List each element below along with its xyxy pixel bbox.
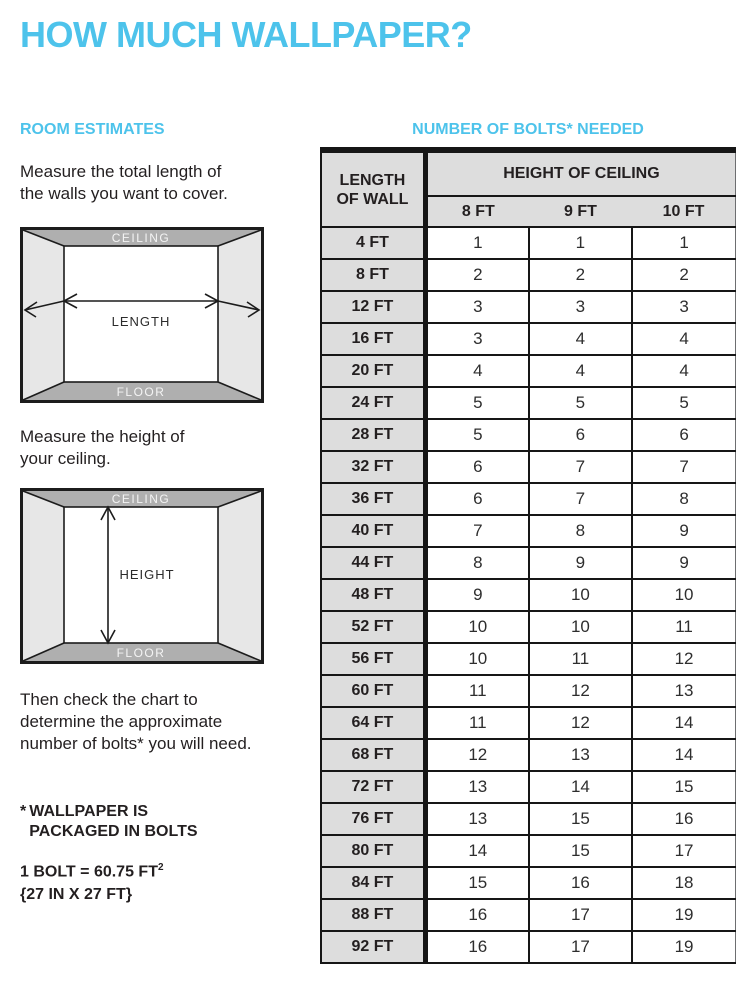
bolt-count-cell: 3 [425, 323, 528, 355]
bolt-count-cell: 8 [529, 515, 632, 547]
measure-length-instruction [20, 161, 228, 205]
bolt-count-cell: 10 [632, 579, 735, 611]
bolt-count-cell: 10 [529, 579, 632, 611]
table-row [321, 515, 736, 547]
ceiling-label: CEILING [111, 231, 171, 245]
table-row [321, 739, 736, 771]
bolt-count-cell: 19 [632, 931, 735, 963]
bolt-count-cell: 16 [529, 867, 632, 899]
footnote-line: WALLPAPER IS [29, 803, 149, 820]
bolt-count-cell: 17 [632, 835, 735, 867]
bolt-count-cell: 6 [529, 419, 632, 451]
bolts-needed-heading: NUMBER OF BOLTS* NEEDED [412, 121, 644, 138]
table-row [321, 675, 736, 707]
bolts-table [320, 147, 736, 964]
bolt-count-cell: 8 [425, 547, 528, 579]
bolt-count-cell: 6 [425, 451, 528, 483]
bolt-count-cell: 2 [529, 259, 632, 291]
bolt-count-cell: 7 [529, 451, 632, 483]
wall-length-label: 56 FT [321, 643, 425, 675]
wallpaper-bolts-footnote [20, 802, 198, 842]
bolt-count-cell: 16 [632, 803, 735, 835]
bolt-count-cell: 6 [632, 419, 735, 451]
bolt-count-cell: 4 [529, 355, 632, 387]
bolt-count-cell: 11 [529, 643, 632, 675]
room-estimates-heading: ROOM ESTIMATES [20, 121, 165, 138]
bolt-count-cell: 4 [632, 355, 735, 387]
bolt-count-cell: 10 [425, 611, 528, 643]
wall-length-label: 76 FT [321, 803, 425, 835]
bolt-count-cell: 4 [529, 323, 632, 355]
length-of-wall-header [321, 150, 425, 227]
bolt-count-cell: 2 [632, 259, 735, 291]
bolt-count-cell: 19 [632, 899, 735, 931]
footnote-lines [29, 802, 197, 842]
table-row [321, 547, 736, 579]
wall-length-label: 68 FT [321, 739, 425, 771]
bolt-count-cell: 14 [425, 835, 528, 867]
table-row [321, 611, 736, 643]
room-length-diagram [20, 227, 264, 403]
wall-length-label: 36 FT [321, 483, 425, 515]
table-row [321, 227, 736, 259]
bolt-count-cell: 15 [425, 867, 528, 899]
table-row [321, 707, 736, 739]
instruction-line: Then check the chart to [20, 690, 198, 709]
wall-length-label: 32 FT [321, 451, 425, 483]
wall-length-label: 60 FT [321, 675, 425, 707]
bolts-table-body [321, 227, 736, 963]
bolt-count-cell: 15 [632, 771, 735, 803]
table-row [321, 387, 736, 419]
bolt-count-cell: 4 [425, 355, 528, 387]
wall-length-label: 92 FT [321, 931, 425, 963]
bolt-count-cell: 13 [529, 739, 632, 771]
col-header-8ft: 8 FT [425, 196, 528, 227]
header-line: OF WALL [336, 190, 409, 208]
bolt-count-cell: 10 [529, 611, 632, 643]
wall-length-label: 24 FT [321, 387, 425, 419]
table-row [321, 643, 736, 675]
bolts-table-container [320, 147, 736, 964]
table-row [321, 355, 736, 387]
table-row [321, 899, 736, 931]
wall-length-label: 88 FT [321, 899, 425, 931]
bolt-count-cell: 9 [632, 547, 735, 579]
bolt-count-cell: 15 [529, 803, 632, 835]
page-title: HOW MUCH WALLPAPER? [20, 14, 472, 55]
bolt-count-cell: 11 [632, 611, 735, 643]
wall-length-label: 8 FT [321, 259, 425, 291]
wall-length-label: 64 FT [321, 707, 425, 739]
table-row [321, 323, 736, 355]
wall-length-label: 44 FT [321, 547, 425, 579]
instruction-line: number of bolts* you will need. [20, 734, 252, 753]
table-row [321, 803, 736, 835]
col-header-10ft: 10 FT [632, 196, 735, 227]
table-row [321, 931, 736, 963]
bolt-count-cell: 3 [632, 291, 735, 323]
instruction-line: Measure the height of [20, 427, 185, 446]
check-chart-instruction [20, 689, 252, 755]
bolt-count-cell: 17 [529, 931, 632, 963]
table-row [321, 259, 736, 291]
wall-length-label: 4 FT [321, 227, 425, 259]
bolt-dimensions: {27 IN X 27 FT} [20, 886, 133, 904]
bolt-count-cell: 11 [425, 707, 528, 739]
bolt-count-cell: 12 [425, 739, 528, 771]
bolt-count-cell: 6 [425, 483, 528, 515]
bolt-count-cell: 9 [529, 547, 632, 579]
wall-length-label: 84 FT [321, 867, 425, 899]
bolt-equation: 1 BOLT = 60.75 $FT^2$ [20, 862, 164, 881]
bolt-count-cell: 7 [425, 515, 528, 547]
bolt-count-cell: 7 [632, 451, 735, 483]
measure-height-instruction [20, 426, 184, 470]
room-height-diagram [20, 488, 264, 664]
wall-length-label: 16 FT [321, 323, 425, 355]
bolt-count-cell: 1 [632, 227, 735, 259]
bolt-count-cell: 12 [529, 707, 632, 739]
bolt-definition [20, 856, 164, 906]
bolt-count-cell: 3 [529, 291, 632, 323]
bolt-count-cell: 14 [529, 771, 632, 803]
bolt-count-cell: 13 [425, 771, 528, 803]
instruction-line: determine the approximate [20, 712, 223, 731]
table-row [321, 771, 736, 803]
instruction-line: Measure the total length of [20, 162, 222, 181]
wall-length-label: 12 FT [321, 291, 425, 323]
wall-length-label: 40 FT [321, 515, 425, 547]
superscript-2: 2 [157, 862, 164, 873]
bolt-count-cell: 12 [529, 675, 632, 707]
col-header-9ft: 9 FT [529, 196, 632, 227]
bolt-count-cell: 11 [425, 675, 528, 707]
wall-length-label: 72 FT [321, 771, 425, 803]
bolt-count-cell: 15 [529, 835, 632, 867]
table-row [321, 291, 736, 323]
bolt-count-cell: 8 [632, 483, 735, 515]
bolt-count-cell: 14 [632, 707, 735, 739]
bolt-count-cell: 1 [529, 227, 632, 259]
bolt-count-cell: 5 [529, 387, 632, 419]
bolt-count-cell: 17 [529, 899, 632, 931]
table-row [321, 419, 736, 451]
instruction-line: your ceiling. [20, 449, 111, 468]
footnote-line: PACKAGED IN BOLTS [29, 823, 198, 840]
table-row [321, 835, 736, 867]
table-row [321, 451, 736, 483]
bolt-count-cell: 2 [425, 259, 528, 291]
bolt-count-cell: 5 [632, 387, 735, 419]
table-header-row [321, 150, 736, 196]
table-row [321, 579, 736, 611]
bolt-count-cell: 5 [425, 387, 528, 419]
bolt-count-cell: 1 [425, 227, 528, 259]
bolt-count-cell: 3 [425, 291, 528, 323]
floor-label: FLOOR [116, 385, 166, 399]
table-row [321, 867, 736, 899]
wall-length-label: 48 FT [321, 579, 425, 611]
header-line: LENGTH [339, 171, 406, 189]
bolt-count-cell: 13 [632, 675, 735, 707]
bolt-count-cell: 10 [425, 643, 528, 675]
ceiling-label: CEILING [111, 492, 171, 506]
bolt-count-cell: 14 [632, 739, 735, 771]
height-of-ceiling-header: HEIGHT OF CEILING [425, 150, 735, 196]
bolt-count-cell: 12 [632, 643, 735, 675]
floor-label: FLOOR [116, 646, 166, 660]
bolt-count-cell: 18 [632, 867, 735, 899]
bolt-count-cell: 9 [632, 515, 735, 547]
table-row [321, 483, 736, 515]
instruction-line: the walls you want to cover. [20, 184, 228, 203]
bolt-count-cell: 5 [425, 419, 528, 451]
wall-length-label: 80 FT [321, 835, 425, 867]
asterisk-marker: * [20, 803, 27, 820]
length-label: LENGTH [111, 314, 171, 329]
wall-length-label: 28 FT [321, 419, 425, 451]
wall-length-label: 20 FT [321, 355, 425, 387]
bolt-count-cell: 16 [425, 931, 528, 963]
wall-length-label: 52 FT [321, 611, 425, 643]
bolt-count-cell: 13 [425, 803, 528, 835]
bolt-count-cell: 7 [529, 483, 632, 515]
bolt-count-cell: 9 [425, 579, 528, 611]
height-label: HEIGHT [119, 567, 175, 582]
bolt-count-cell: 16 [425, 899, 528, 931]
bolt-count-cell: 4 [632, 323, 735, 355]
